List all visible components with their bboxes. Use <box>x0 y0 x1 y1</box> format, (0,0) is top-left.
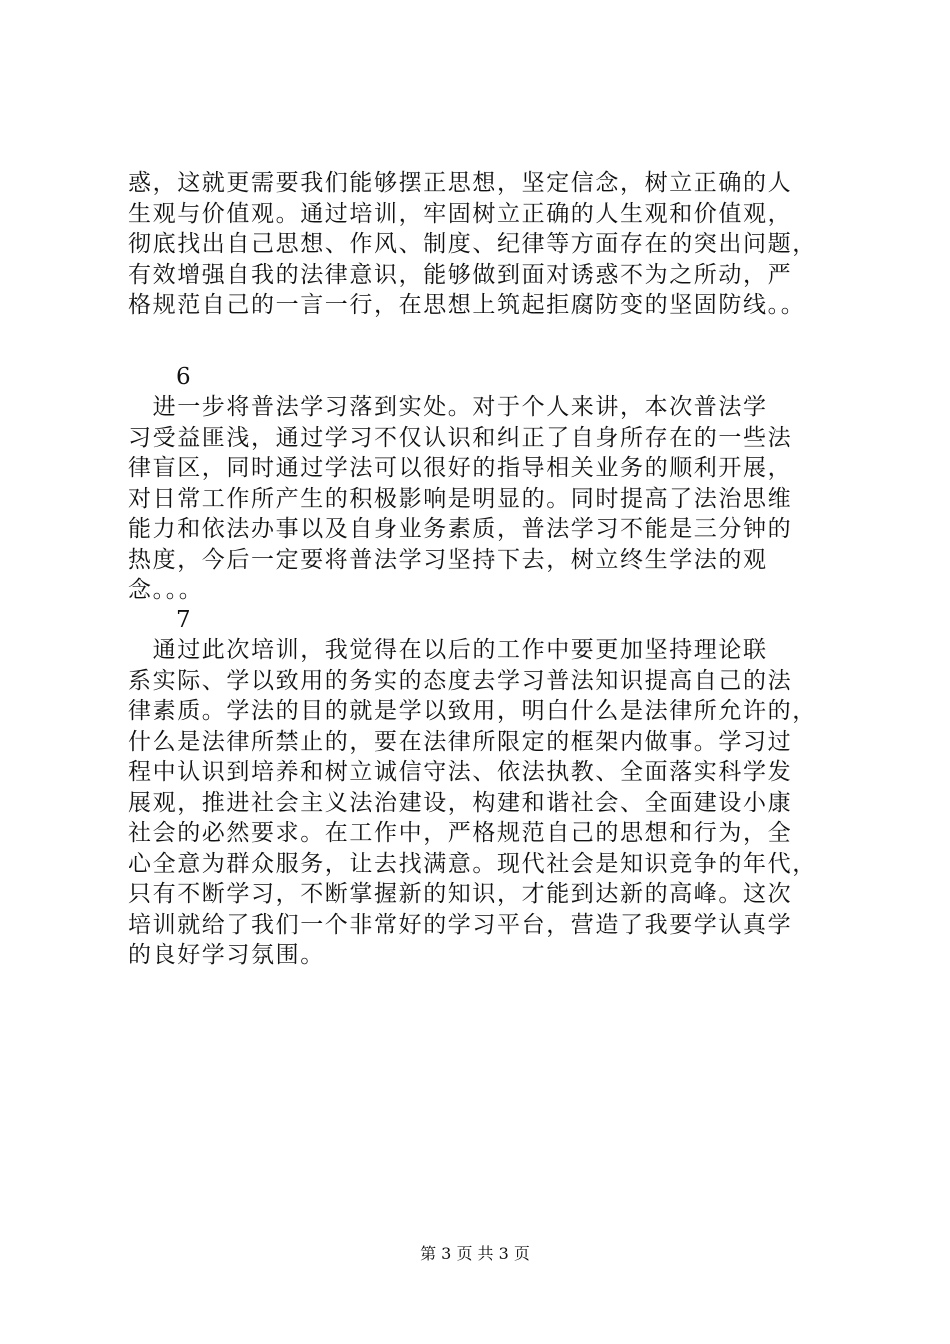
section-6-line: 进一步将普法学习落到实处。对于个人来讲，本次普法学 <box>128 394 768 420</box>
paragraph-1-line: 生观与价值观。通过培训，牢固树立正确的人生观和价值观， <box>128 200 793 227</box>
section-7-line: 心全意为群众服务，让去找满意。现代社会是知识竞争的年代， <box>128 850 817 877</box>
section-7-line: 展观，推进社会主义法治建设，构建和谐社会、全面建设小康 <box>128 789 793 816</box>
section-number: 6 <box>176 364 191 390</box>
section-6-line: 律盲区，同时通过学法可以很好的指导相关业务的顺利开展， <box>128 455 793 481</box>
section-6-line: 习受益匪浅，通过学习不仅认识和纠正了自身所存在的一些法 <box>128 424 793 451</box>
section-7 <box>128 605 828 971</box>
section-7-line: 通过此次培训，我觉得在以后的工作中要更加坚持理论联 <box>128 637 768 663</box>
section-number: 7 <box>176 607 191 633</box>
section-6-line: 能力和依法办事以及自身业务素质，普法学习不能是三分钟的 <box>128 516 793 542</box>
section-7-line: 程中认识到培养和树立诚信守法、依法执教、全面落实科学发 <box>128 759 793 785</box>
paragraph-1-line: 有效增强自我的法律意识，能够做到面对诱惑不为之所动，严 <box>128 261 793 288</box>
section-7-line: 什么是法律所禁止的，要在法律所限定的框架内做事。学习过 <box>128 728 793 755</box>
section-6-line: 热度，今后一定要将普法学习坚持下去，树立终生学法的观 <box>128 546 768 573</box>
section-7-line: 系实际、学以致用的务实的态度去学习普法知识提高自己的法 <box>128 667 793 694</box>
section-7-line: 的良好学习氛围。 <box>128 942 325 968</box>
section-7-line: 培训就给了我们一个非常好的学习平台，营造了我要学认真学 <box>128 911 793 938</box>
section-6-line: 念。。。 <box>128 577 204 603</box>
paragraph-1 <box>128 168 828 321</box>
page-footer: 第 3 页 共 3 页 <box>420 1244 530 1263</box>
paragraph-1-line: 格规范自己的一言一行，在思想上筑起拒腐防变的坚固防线。。 <box>128 292 806 318</box>
section-7-line: 社会的必然要求。在工作中，严格规范自己的思想和行为，全 <box>128 820 793 846</box>
section-7-line: 律素质。学法的目的就是学以致用，明白什么是法律所允许的， <box>128 698 817 724</box>
section-7-line: 只有不断学习，不断掌握新的知识，才能到达新的高峰。这次 <box>128 881 793 907</box>
section-6 <box>128 362 828 606</box>
section-6-line: 对日常工作所产生的积极影响是明显的。同时提高了法治思维 <box>128 485 793 512</box>
paragraph-1-line: 彻底找出自己思想、作风、制度、纪律等方面存在的突出问题， <box>128 231 817 257</box>
paragraph-1-line: 惑，这就更需要我们能够摆正思想，坚定信念，树立正确的人 <box>128 170 793 196</box>
